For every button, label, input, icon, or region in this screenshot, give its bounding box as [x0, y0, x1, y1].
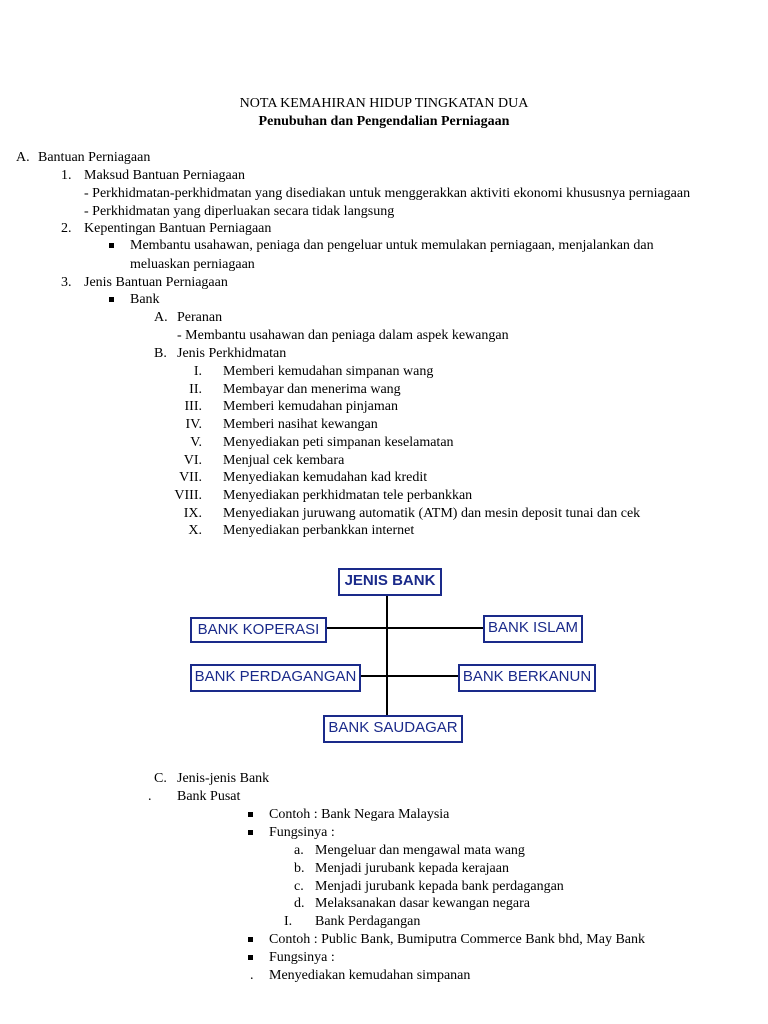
item-2-bullet-text: meluaskan perniagaan	[130, 257, 255, 272]
service-item: Menjual cek kembara	[223, 452, 345, 468]
service-number: VI.	[183, 452, 202, 468]
bank-pusat-marker: .	[148, 789, 152, 804]
diagram-node-jenis-bank: JENIS BANK	[338, 568, 442, 596]
bank-perdagangan-last-marker: .	[250, 968, 254, 983]
item-1-line: - Perkhidmatan-perkhidmatan yang disediakan untuk menggerakkan aktiviti ekonomi khususnya perniagaan	[84, 186, 691, 201]
sub-b-marker: B.	[154, 346, 167, 361]
bank-pusat-contoh: Contoh : Bank Negara Malaysia	[269, 807, 450, 822]
sub-a-line: - Membantu usahawan dan peniaga dalam aspek kewangan	[177, 328, 509, 343]
function-marker: a.	[294, 843, 304, 858]
service-number: IV.	[185, 417, 202, 433]
service-number: I.	[193, 364, 202, 379]
service-number: VIII.	[174, 487, 202, 503]
bank-pusat-heading: Bank Pusat	[177, 789, 241, 804]
item-2-bullet-text: Membantu usahawan, peniaga dan pengeluar untuk memulakan perniagaan, menjalankan dan	[130, 238, 654, 253]
item-1-marker: 1.	[61, 168, 72, 183]
bank-perdagangan-function: Menyediakan kemudahan simpanan	[269, 968, 471, 983]
function-item: Menjadi jurubank kepada kerajaan	[315, 860, 509, 876]
item-3-heading: Jenis Bantuan Perniagaan	[84, 275, 228, 290]
service-item: Menyediakan perkhidmatan tele perbankkan	[223, 487, 473, 503]
diagram-node-bank-berkanun: BANK BERKANUN	[458, 664, 596, 692]
bank-perdagangan-fungsi: Fungsinya :	[269, 950, 335, 965]
sub-b-heading: Jenis Perkhidmatan	[177, 346, 287, 361]
function-marker: d.	[294, 896, 305, 912]
service-item: Menyediakan peti simpanan keselamatan	[223, 434, 454, 450]
sub-a-heading: Peranan	[177, 310, 223, 325]
item-2-heading: Kepentingan Bantuan Perniagaan	[84, 221, 272, 236]
item-3-bullet-text: Bank	[130, 292, 160, 307]
service-item: Menyediakan juruwang automatik (ATM) dan mesin deposit tunai dan cek	[223, 505, 641, 521]
item-3-marker: 3.	[61, 275, 72, 290]
sub-c-marker: C.	[154, 771, 167, 786]
bank-perdagangan-contoh: Contoh : Public Bank, Bumiputra Commerce Bank bhd, May Bank	[269, 932, 646, 947]
section-a-heading: Bantuan Perniagaan	[38, 150, 151, 165]
function-item: Melaksanakan dasar kewangan negara	[315, 896, 530, 912]
service-item: Memberi kemudahan pinjaman	[223, 399, 398, 415]
item-1-line: - Perkhidmatan yang diperluakan secara tidak langsung	[84, 204, 395, 219]
bank-perdagangan-heading: Bank Perdagangan	[315, 914, 421, 929]
sub-a-marker: A.	[154, 310, 168, 325]
service-number: VII.	[179, 470, 202, 486]
item-2-marker: 2.	[61, 221, 72, 236]
section-a-marker: A.	[16, 150, 30, 165]
bullet-icon	[248, 955, 253, 960]
service-number: X.	[188, 523, 202, 539]
diagram-node-bank-islam: BANK ISLAM	[483, 615, 583, 643]
service-item: Memberi nasihat kewangan	[223, 417, 378, 433]
document-subtitle: Penubuhan dan Pengendalian Perniagaan	[258, 114, 510, 129]
service-item: Menyediakan kemudahan kad kredit	[223, 470, 428, 486]
service-item: Membayar dan menerima wang	[223, 381, 401, 397]
bank-pusat-fungsi: Fungsinya :	[269, 825, 335, 840]
function-item: Menjadi jurubank kepada bank perdagangan	[315, 878, 564, 894]
service-number: III.	[184, 399, 202, 415]
function-marker: c.	[294, 878, 304, 894]
service-item: Menyediakan perbankkan internet	[223, 523, 415, 539]
bank-perdagangan-marker: I.	[284, 914, 293, 929]
service-item: Memberi kemudahan simpanan wang	[223, 364, 434, 379]
service-number: IX.	[183, 505, 202, 521]
service-number: II.	[189, 381, 202, 397]
function-item: Mengeluar dan mengawal mata wang	[315, 843, 525, 858]
item-1-heading: Maksud Bantuan Perniagaan	[84, 168, 245, 183]
diagram-node-bank-perdagangan: BANK PERDAGANGAN	[190, 664, 361, 692]
bullet-icon	[248, 830, 253, 835]
bullet-icon	[248, 812, 253, 817]
service-number: V.	[190, 434, 202, 450]
diagram-node-bank-koperasi: BANK KOPERASI	[190, 617, 327, 643]
sub-c-heading: Jenis-jenis Bank	[177, 771, 270, 786]
function-marker: b.	[294, 860, 305, 876]
bullet-icon	[248, 937, 253, 942]
document-title: NOTA KEMAHIRAN HIDUP TINGKATAN DUA	[239, 96, 529, 111]
diagram-node-bank-saudagar: BANK SAUDAGAR	[323, 715, 463, 743]
